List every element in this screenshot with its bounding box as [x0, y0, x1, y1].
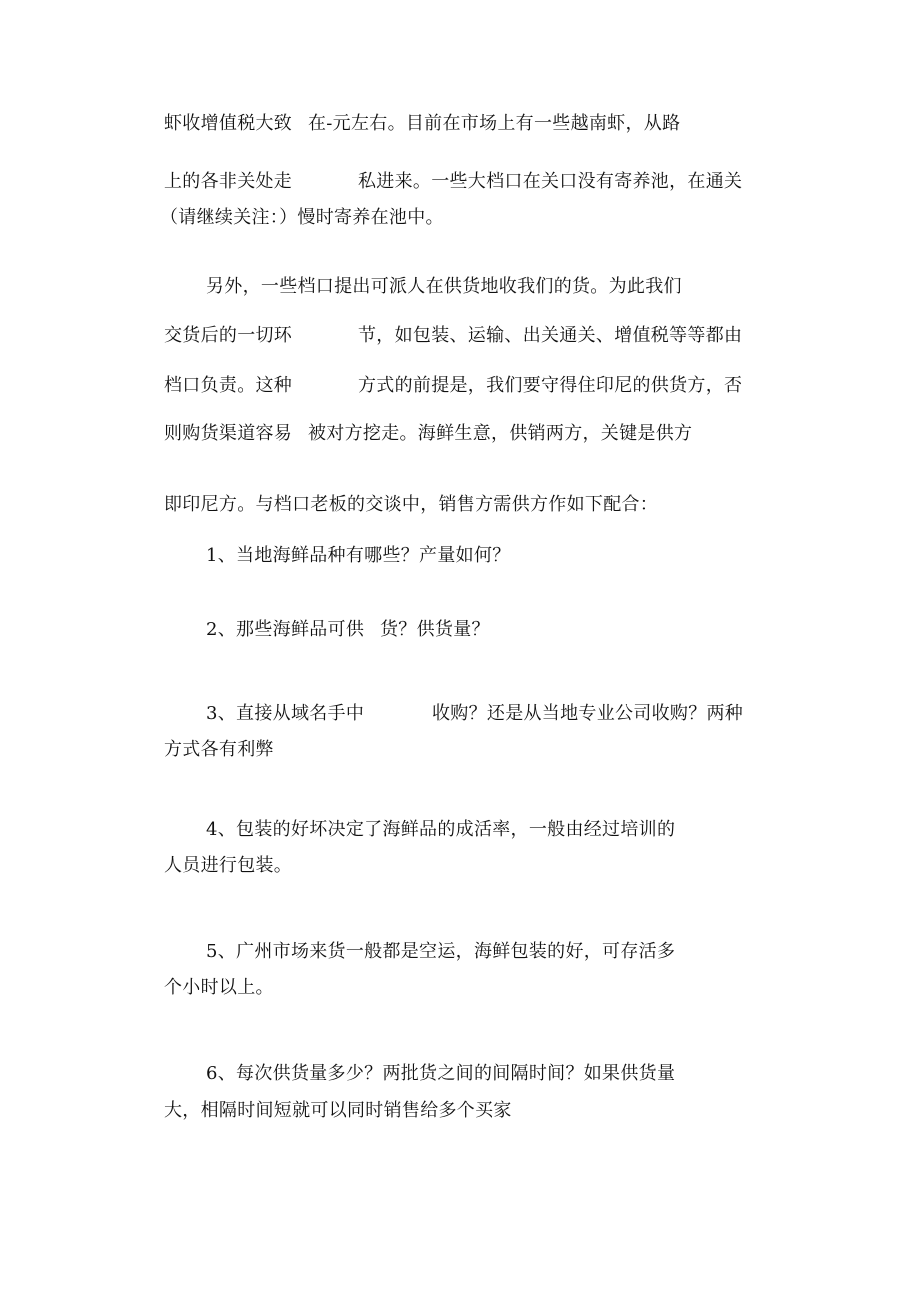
text-segment: 货？供货量？ — [380, 619, 490, 640]
text-line-3: （请继续关注：）慢时寄养在池中。 — [160, 207, 444, 228]
list-item-6-cont: 大，相隔时间短就可以同时销售给多个买家 — [164, 1100, 512, 1121]
text-segment: 交货后的一切环 — [164, 325, 293, 346]
text-segment: 虾收增值税大致 — [164, 113, 293, 134]
text-segment: 上的各非关处走 — [164, 171, 293, 192]
text-segment: 方式的前提是，我们要守得住印尼的供货方，否 — [358, 375, 743, 396]
list-item-1: 1、当地海鲜品种有哪些？产量如何？ — [206, 545, 511, 566]
text-segment: 档口负责。这种 — [164, 375, 293, 396]
text-segment: 被对方挖走。海鲜生意，供销两方，关键是供方 — [308, 423, 693, 444]
list-item-5: 5、广州市场来货一般都是空运，海鲜包装的好，可存活多 — [206, 941, 676, 962]
text-segment: 收购？还是从当地专业公司收购？两种 — [432, 703, 744, 724]
list-item-6: 6、每次供货量多少？两批货之间的间隔时间？如果供货量 — [206, 1063, 676, 1084]
text-segment: 2、那些海鲜品可供 — [206, 619, 365, 640]
paragraph-first-line: 另外，一些档口提出可派人在供货地收我们的货。为此我们 — [206, 276, 682, 297]
text-segment: 在-元左右。目前在市场上有一些越南虾，从路 — [308, 113, 681, 134]
list-item-3-cont: 方式各有利弊 — [164, 739, 274, 760]
text-segment: 节，如包装、运输、出关通关、增值税等等都由 — [358, 325, 743, 346]
text-segment: 私进来。一些大档口在关口没有寄养池，在通关 — [358, 171, 743, 192]
list-item-4-cont: 人员进行包装。 — [164, 855, 293, 876]
list-item-5-cont: 个小时以上。 — [164, 977, 274, 998]
text-segment: 3、直接从域名手中 — [206, 703, 365, 724]
list-item-4: 4、包装的好坏决定了海鲜品的成活率，一般由经过培训的 — [206, 819, 676, 840]
text-line-8: 即印尼方。与档口老板的交谈中，销售方需供方作如下配合： — [164, 494, 659, 515]
text-segment: 则购货渠道容易 — [164, 423, 293, 444]
